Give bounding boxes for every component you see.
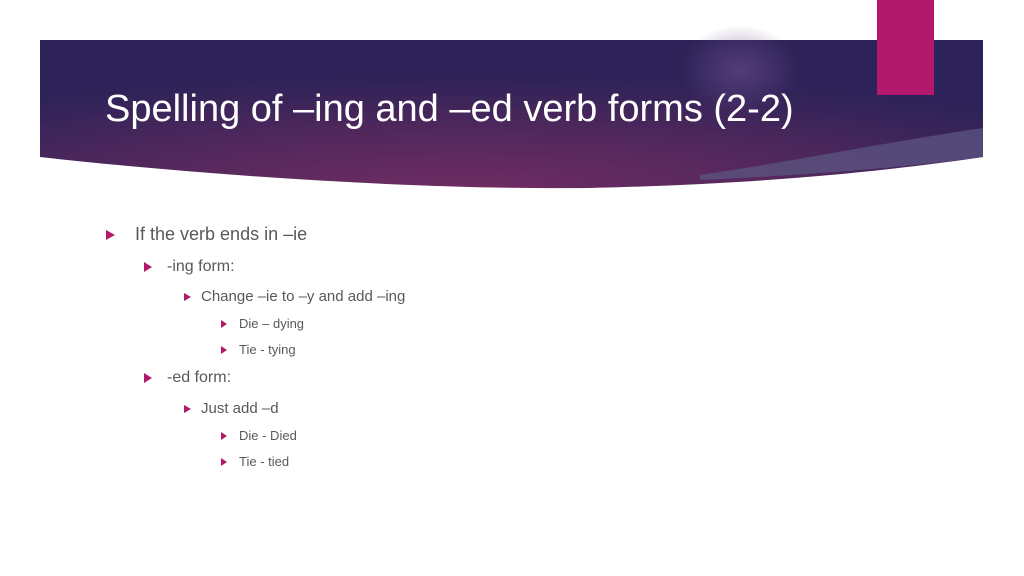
triangle-right-icon xyxy=(221,346,227,354)
bullet-level3 xyxy=(184,288,405,305)
bullet-text: -ed form: xyxy=(167,369,232,386)
bullet-text: Die – dying xyxy=(239,316,305,331)
bullet-level1 xyxy=(106,224,307,245)
triangle-right-icon xyxy=(221,458,227,466)
bullet-text: Tie - tying xyxy=(239,342,296,357)
triangle-right-icon xyxy=(184,405,191,413)
triangle-right-icon xyxy=(221,320,227,328)
bullet-level4 xyxy=(221,428,297,443)
bullet-level4 xyxy=(221,316,304,331)
bullet-level4 xyxy=(221,342,296,357)
triangle-right-icon xyxy=(221,432,227,440)
accent-tab xyxy=(877,0,934,95)
bullet-level2 xyxy=(144,369,231,387)
bullet-text: Change –ie to –y and add –ing xyxy=(201,288,406,305)
bullet-text: Tie - tied xyxy=(239,454,290,469)
triangle-right-icon xyxy=(144,262,152,272)
triangle-right-icon xyxy=(106,230,115,240)
slide-title: Spelling of –ing and –ed verb forms (2-2) xyxy=(105,88,794,130)
bullet-text: If the verb ends in –ie xyxy=(135,224,308,244)
bullet-text: -ing form: xyxy=(167,258,235,275)
triangle-right-icon xyxy=(144,373,152,383)
bullet-level4 xyxy=(221,454,289,469)
triangle-right-icon xyxy=(184,293,191,301)
bullet-text: Just add –d xyxy=(201,400,279,417)
bullet-text: Die - Died xyxy=(239,428,297,443)
bullet-level3 xyxy=(184,400,279,417)
bullet-level2 xyxy=(144,258,235,276)
